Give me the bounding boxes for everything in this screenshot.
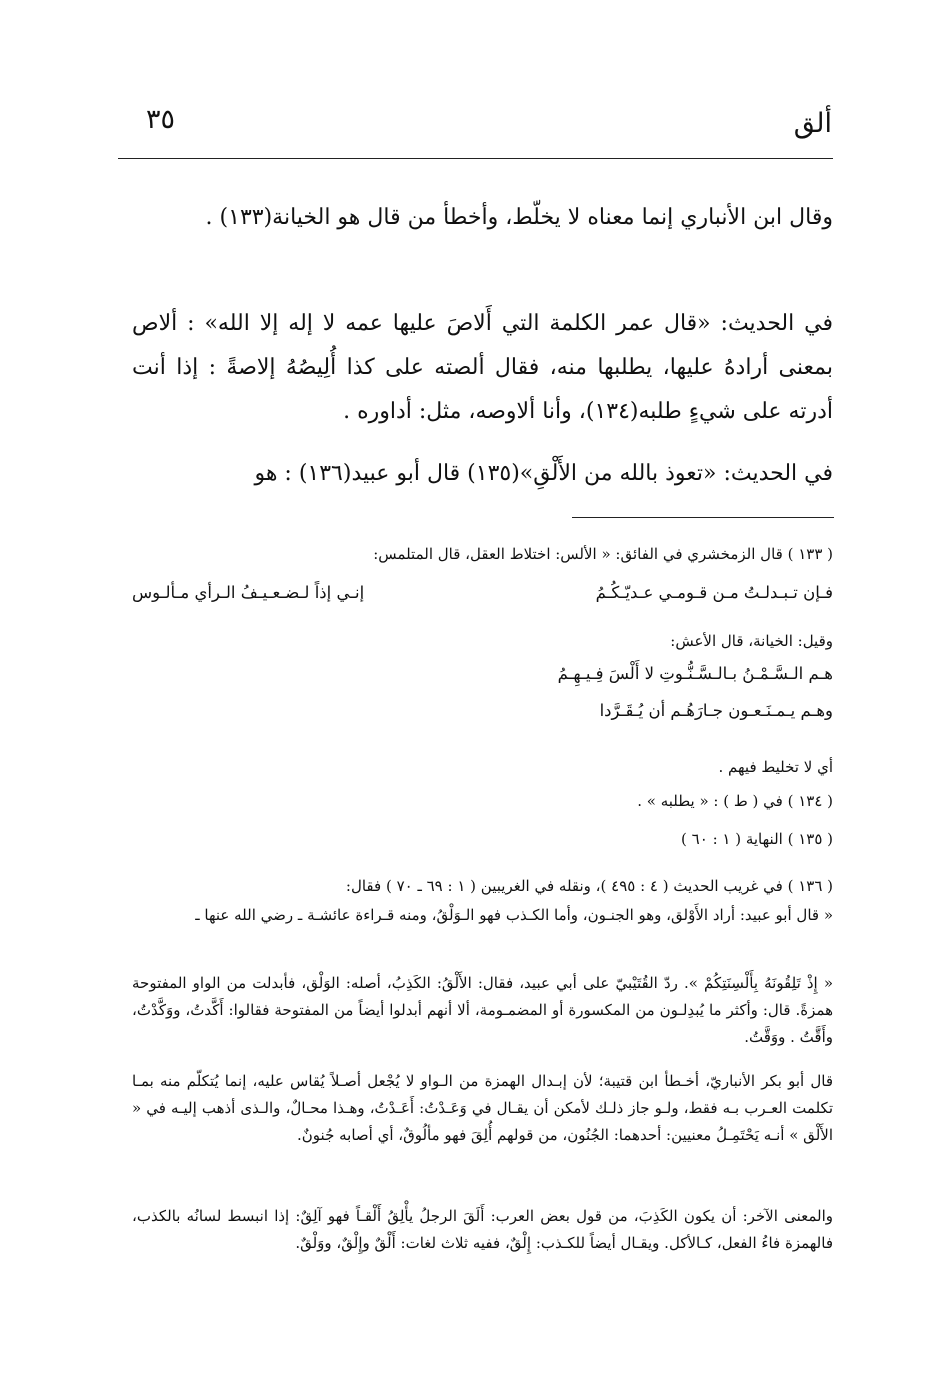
footnote-136-quote: « قال أبو عبيد: أراد الأَوْلق، وهو الجنـون، وأما الكـذب فهو الـوَلْقُ، ومنه قـراءة عائشـة ـ رضي الله عنها ـ xyxy=(195,906,833,924)
verse-line xyxy=(132,701,833,720)
paragraph: في الحديث: «قال عمر الكلمة التي أَلاصَ عليها عمه لا إله إلا الله» : ألاص بمعنى أرادهُ عليها، يطلبها منه، فقال ألصته على كذا أُلِيصُهُ إلاصةً : إذا أنت أدرته على شيءٍ طلبه(١٣٤)، وأنا ألاوصه، مثل: أداوره . xyxy=(132,311,833,424)
footnote-133: ( ١٣٣ ) قال الزمخشري في الفائق: « الألس: اختلاط العقل، قال المتلمس: xyxy=(373,545,833,563)
footnote-136: ( ١٣٦ ) في غريب الحديث ( ٤ : ٤٩٥ )، ونقله في الغريبين ( ١ : ٦٩ ـ ٧٠ ) فقال: xyxy=(345,877,833,895)
running-header-title: ألق xyxy=(793,108,832,139)
verse-hemistich: فـإن تـبـدلـتُ مـن قـومـي عـديّـكُـمُ xyxy=(595,583,833,602)
verse-hemistich: هـم الـسَّـمْـنُ بـالـسَّـنُّـوتِ لا أَلْسَ فِـيـهِـمُ xyxy=(557,664,833,683)
footnote-136-quote: قال أبو بكر الأنباريّ، أخـطأ ابن قتيبة؛ لأن إبـدال الهمزة من الـواو لا يُجْعل أصـلاً يُقاس عليه، إنما يُتكلّم منه بمـا تكلمت العـرب بـه فقط، ولـو جاز ذلـك لأمكن أن يقـال في وَعَـدْتُ: أَعَـدْتُ، وهـذا محـالٌ، والـذى أذهب إليـه في « الأَلْق » أنـه يَحْتَمِـلُ معنيين: أحدهما: الجُنُون، من قولهم أُلِقَ فهو مألُوقٌ، أي أصابه جُنونٌ. xyxy=(132,1072,833,1144)
verse-line xyxy=(132,583,833,602)
verse-line xyxy=(558,664,833,683)
footnote-text: وقيل: الخيانة، قال الأعش: xyxy=(670,632,833,650)
footnote-text: أي لا تخليط فيهم . xyxy=(718,758,833,776)
footnote-136-quote: والمعنى الآخر: أن يكون الكَذِبَ، من قول بعض العرب: أَلَقَ الرجلُ يأْلِقُ أَلْقـاً فهو آلِقٌ: إذا انبسط لسانُه بالكذب، فالهمزة فاءُ الفعل، كـالأكل. ويقـال أيضاً للكـذب: إِلْقٌ، ففيه ثلاث لغات: أَلْقٌ وإِلْقٌ، ووَلْقٌ. xyxy=(132,1207,833,1252)
page-number: ٣٥ xyxy=(146,104,176,135)
footnote-135: ( ١٣٥ ) النهاية ( ١ : ٦٠ ) xyxy=(681,830,833,848)
footnote-136-quote: « إِذْ تَلِقُونَهُ بِأَلْسِنَتِكُمْ ». ردّ القُتَيْبيّ على أبي عبيد، فقال: الأَلْقُ: الكَذِبُ، أصله: الوَلْق، فأبدلت من الواو المفتوحة همزةً. قال: وأكثر ما يُبدِلـون من المكسورة أو المضمـومة، ألا أنهم أبدلوا أيضاً من المفتوحة فقالوا: أَكَّدتُ، ووَكَّدْتُ، وأَقَّتُ . ووَقَّتُ. xyxy=(132,974,833,1046)
footnote-134: ( ١٣٤ ) في ( ط ) : « يطلبه » . xyxy=(637,792,833,810)
paragraph: في الحديث: «تعوذ بالله من الأَلْقِ»(١٣٥) قال أبو عبيد(١٣٦) : هو xyxy=(254,461,833,486)
footnote-separator xyxy=(572,517,834,518)
paragraph: وقال ابن الأنباري إنما معناه لا يخلّط، وأخطأ من قال هو الخيانة(١٣٣) . xyxy=(205,205,833,230)
verse-hemistich: وهـم يـمـنَـعـون جـارَهُـم أن يُـقَـرَّدا xyxy=(599,701,833,720)
header-rule xyxy=(118,158,833,159)
verse-hemistich: إنـي إذاً لـضـعـيـفُ الـرأي مـألـوس xyxy=(132,583,365,602)
